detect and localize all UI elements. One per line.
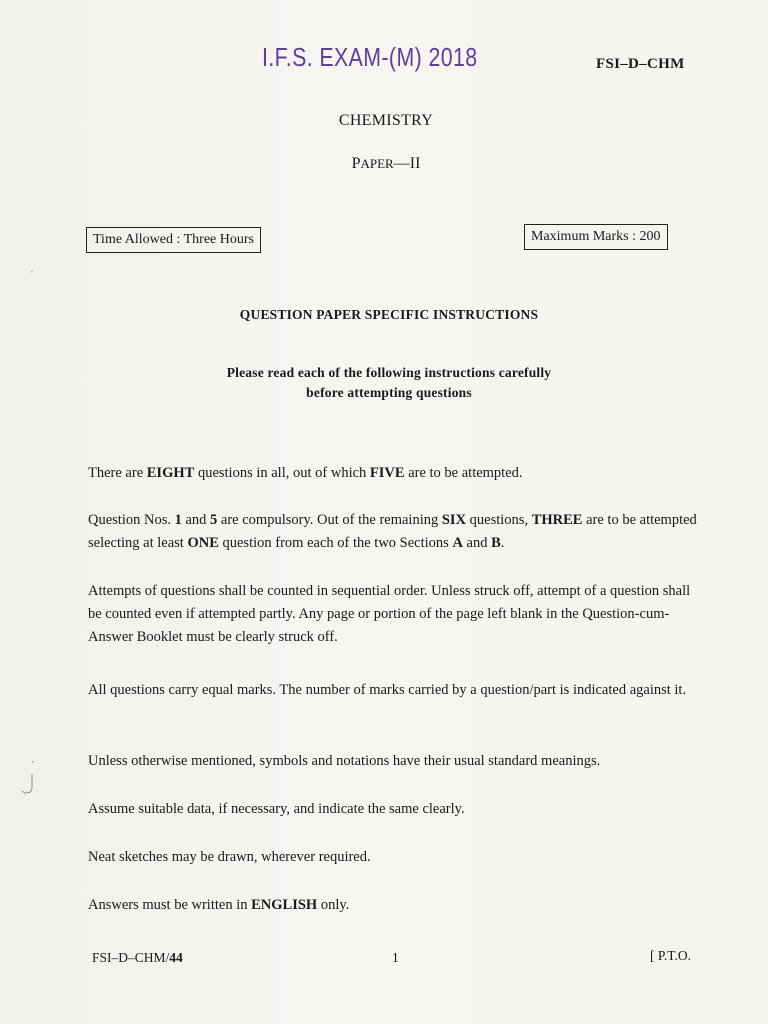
footer-paper-code: FSI–D–CHM/44	[92, 950, 183, 965]
scan-mark: ·	[30, 265, 34, 279]
time-allowed-box: Time Allowed : Three Hours	[86, 227, 261, 253]
scan-mark: ·	[31, 755, 35, 769]
paper-code: FSI–D–CHM	[596, 56, 685, 72]
instruction-symbols: Unless otherwise mentioned, symbols and notations have their usual standard meanings.	[88, 753, 601, 769]
paper-prefix: P	[351, 155, 361, 172]
instruction-sequential-order: Attempts of questions shall be counted in sequential order. Unless struck off, attempt of a question shall be counted even if attempted partly. Any page or portion of the page left blank in the Question-cum-Answer Booklet must be clearly struck off.	[88, 583, 691, 645]
instruction-equal-marks: All questions carry equal marks. The number of marks carried by a question/part is indicated against it.	[88, 682, 687, 698]
footer-page-number: 1	[392, 950, 399, 965]
instruction-sketches: Neat sketches may be drawn, wherever required.	[88, 849, 371, 865]
please-read-line-2: before attempting questions	[306, 385, 472, 400]
footer-pto: [ P.T.O.	[650, 948, 692, 963]
instructions-heading: QUESTION PAPER SPECIFIC INSTRUCTIONS	[239, 307, 539, 322]
subject-title: CHEMISTRY	[338, 112, 434, 129]
scan-squiggle	[18, 772, 40, 800]
exam-title-stamp: I.F.S. EXAM-(M) 2018	[262, 42, 478, 72]
instruction-language: Answers must be written in ENGLISH only.	[88, 897, 350, 913]
instruction-question-count: There are EIGHT questions in all, out of which FIVE are to be attempted.	[88, 465, 523, 481]
maximum-marks-box: Maximum Marks : 200	[524, 224, 668, 250]
paper-number	[0, 155, 768, 173]
instruction-assume-data: Assume suitable data, if necessary, and indicate the same clearly.	[88, 801, 465, 817]
please-read-line-1: Please read each of the following instructions carefully	[226, 365, 552, 380]
instruction-compulsory-questions: Question Nos. 1 and 5 are compulsory. Out of the remaining SIX questions, THREE are to be attempted selecting at least ONE question from each of the two Sections A and B.	[88, 512, 697, 551]
paper-suffix: —II	[393, 155, 421, 172]
paper-small-caps: APER	[360, 156, 394, 171]
